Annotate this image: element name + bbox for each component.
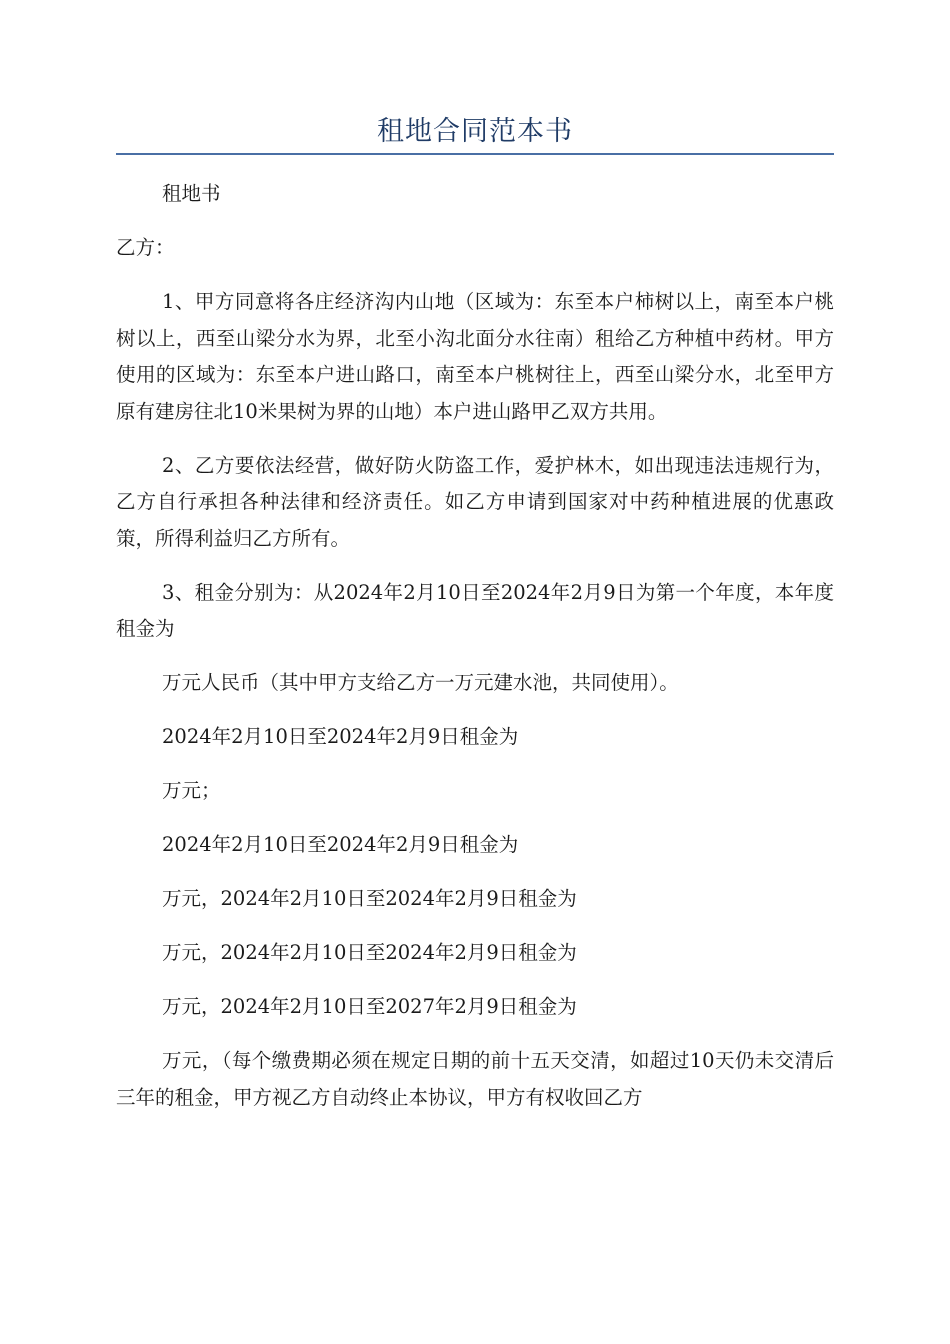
paragraph-rent-terms: 万元，（每个缴费期必须在规定日期的前十五天交清，如超过10天仍未交清后三年的租金，甲方视乙方自动终止本协议，甲方有权收回乙方 [116,1049,834,1109]
paragraph-party-b: 乙方： [116,236,175,259]
title-underline [116,153,834,155]
paragraph-rent-5: 万元，2024年2月10日至2024年2月9日租金为 [162,887,577,910]
paragraph-rent-1: 万元人民币（其中甲方支给乙方一万元建水池，共同使用）。 [162,671,679,694]
paragraph-heading: 租地书 [162,182,221,205]
paragraph-rent-3: 万元； [162,779,221,802]
paragraph-clause-2: 2、乙方要依法经营，做好防火防盗工作，爱护林木，如出现违法违规行为，乙方自行承担各种法律和经济责任。如乙方申请到国家对中药种植进展的优惠政策，所得利益归乙方所有。 [116,453,834,550]
paragraph-rent-7: 万元，2024年2月10日至2027年2月9日租金为 [162,995,577,1018]
paragraph-rent-4: 2024年2月10日至2024年2月9日租金为 [162,833,519,856]
paragraph-rent-6: 万元，2024年2月10日至2024年2月9日租金为 [162,941,577,964]
paragraph-clause-3: 3、租金分别为：从2024年2月10日至2024年2月9日为第一个年度，本年度租金为 [116,580,834,640]
document-body [116,176,834,1134]
paragraph-clause-1: 1、甲方同意将各庄经济沟内山地（区域为：东至本户柿树以上，南至本户桃树以上，西至山梁分水为界，北至小沟北面分水往南）租给乙方种植中药材。甲方使用的区域为：东至本户进山路口，南至本户桃树往上，西至山梁分水，北至甲方原有建房往北10米果树为界的山地）本户进山路甲乙双方共用。 [116,290,834,423]
document-title: 租地合同范本书 [377,116,573,147]
paragraph-rent-2: 2024年2月10日至2024年2月9日租金为 [162,725,519,748]
